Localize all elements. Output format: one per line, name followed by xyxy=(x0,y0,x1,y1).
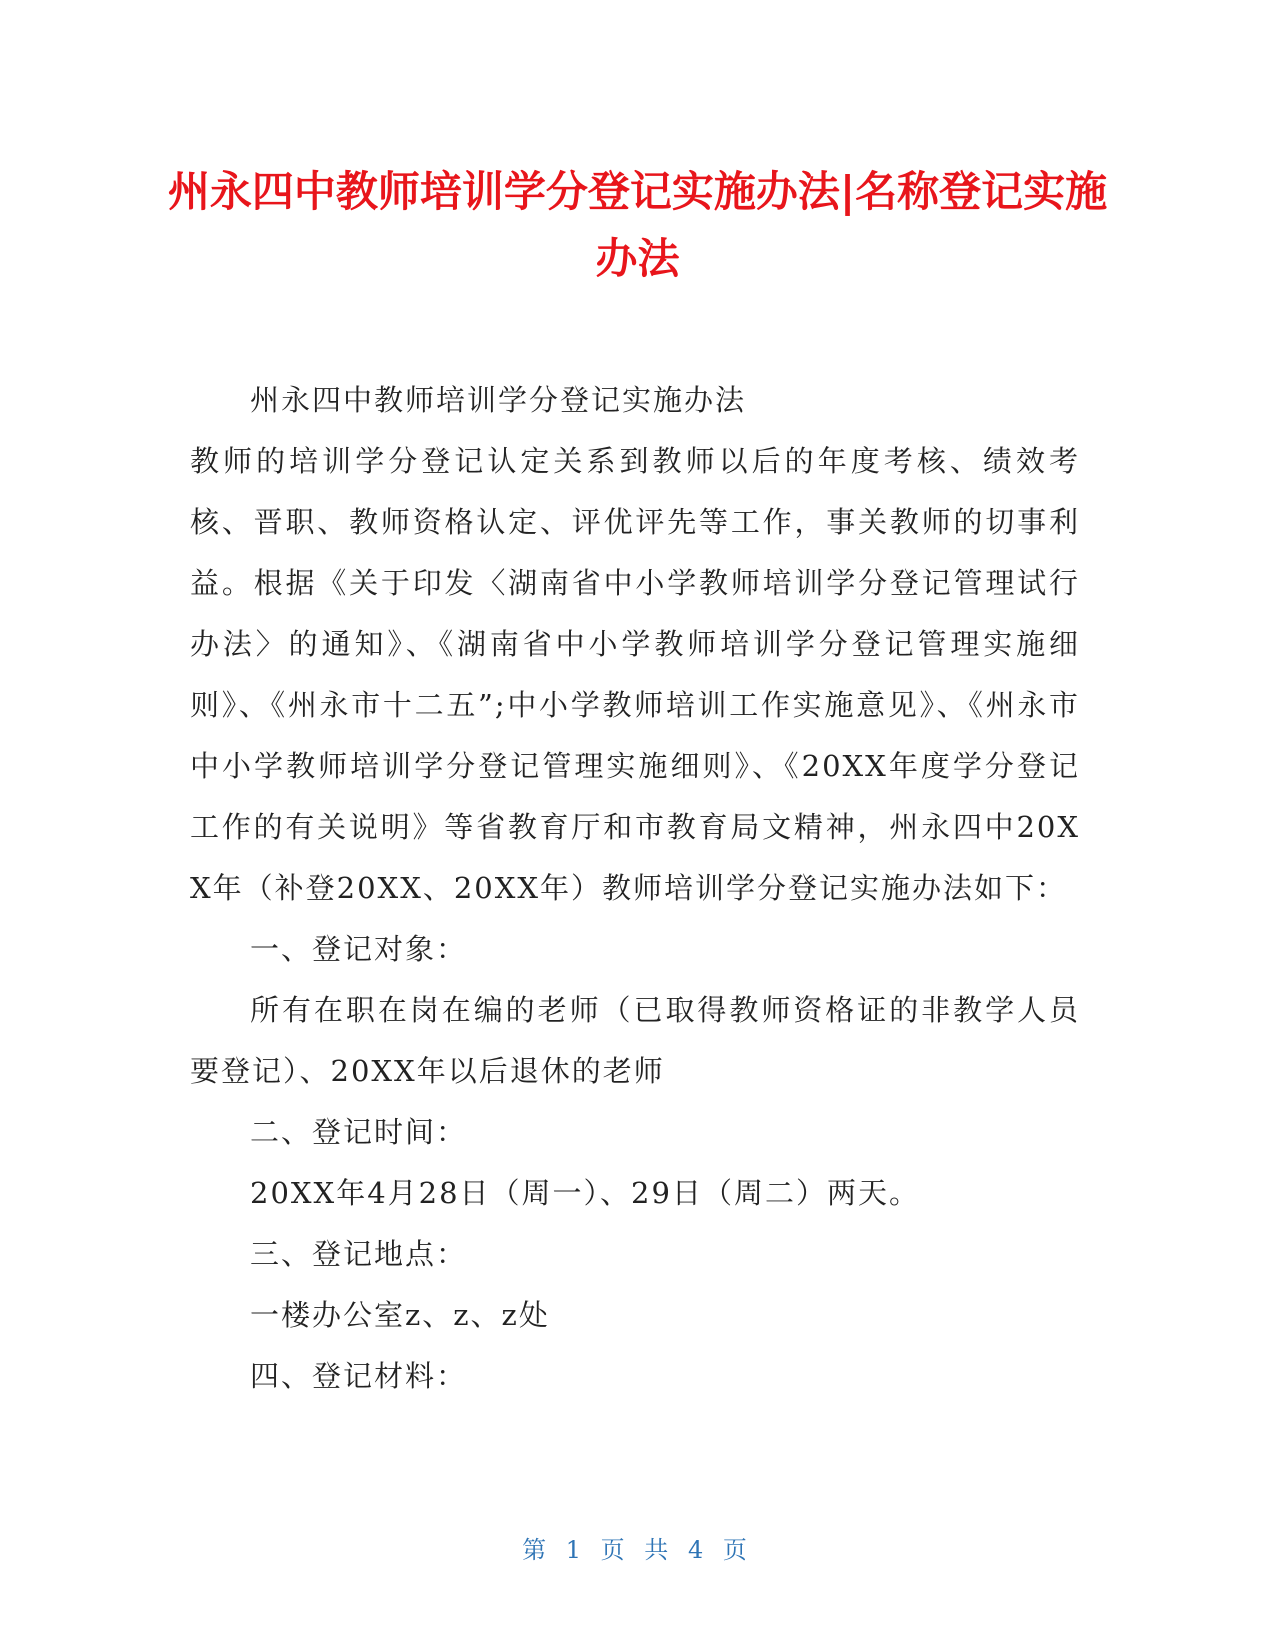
paragraph-registration-targets: 所有在职在岗在编的老师（已取得教师资格证的非教学人员要登记）、20XX年以后退休的老师 xyxy=(190,993,1080,1088)
document-body xyxy=(190,370,1080,1407)
paragraph-intro: 教师的培训学分登记认定关系到教师以后的年度考核、绩效考核、晋职、教师资格认定、评优评先等工作，事关教师的切事利益。根据《关于印发〈湖南省中小学教师培训学分登记管理试行办法〉的通知》、《湖南省中小学教师培训学分登记管理实施细则》、《州永市十二五”;中小学教师培训工作实施意见》、《州永市中小学教师培训学分登记管理实施细则》、《20XX年度学分登记工作的有关说明》等省教育厅和市教育局文精神，州永四中20XX年（补登20XX、20XX年）教师培训学分登记实施办法如下： xyxy=(190,444,1080,905)
paragraph-registration-place: 一楼办公室z、z、z处 xyxy=(250,1298,550,1332)
section-heading-3: 三、登记地点： xyxy=(250,1237,468,1271)
page-number: 第 1 页 共 4 页 xyxy=(522,1536,753,1564)
section-heading-2: 二、登记时间： xyxy=(250,1115,468,1149)
section-heading-4: 四、登记材料： xyxy=(250,1359,468,1393)
section-heading-1: 一、登记对象： xyxy=(250,932,468,966)
document-title: 州永四中教师培训学分登记实施办法|名称登记实施办法 xyxy=(167,167,1108,283)
paragraph-registration-time: 20XX年4月28日（周一）、29日（周二）两天。 xyxy=(250,1176,920,1210)
paragraph-subtitle: 州永四中教师培训学分登记实施办法 xyxy=(250,383,747,417)
